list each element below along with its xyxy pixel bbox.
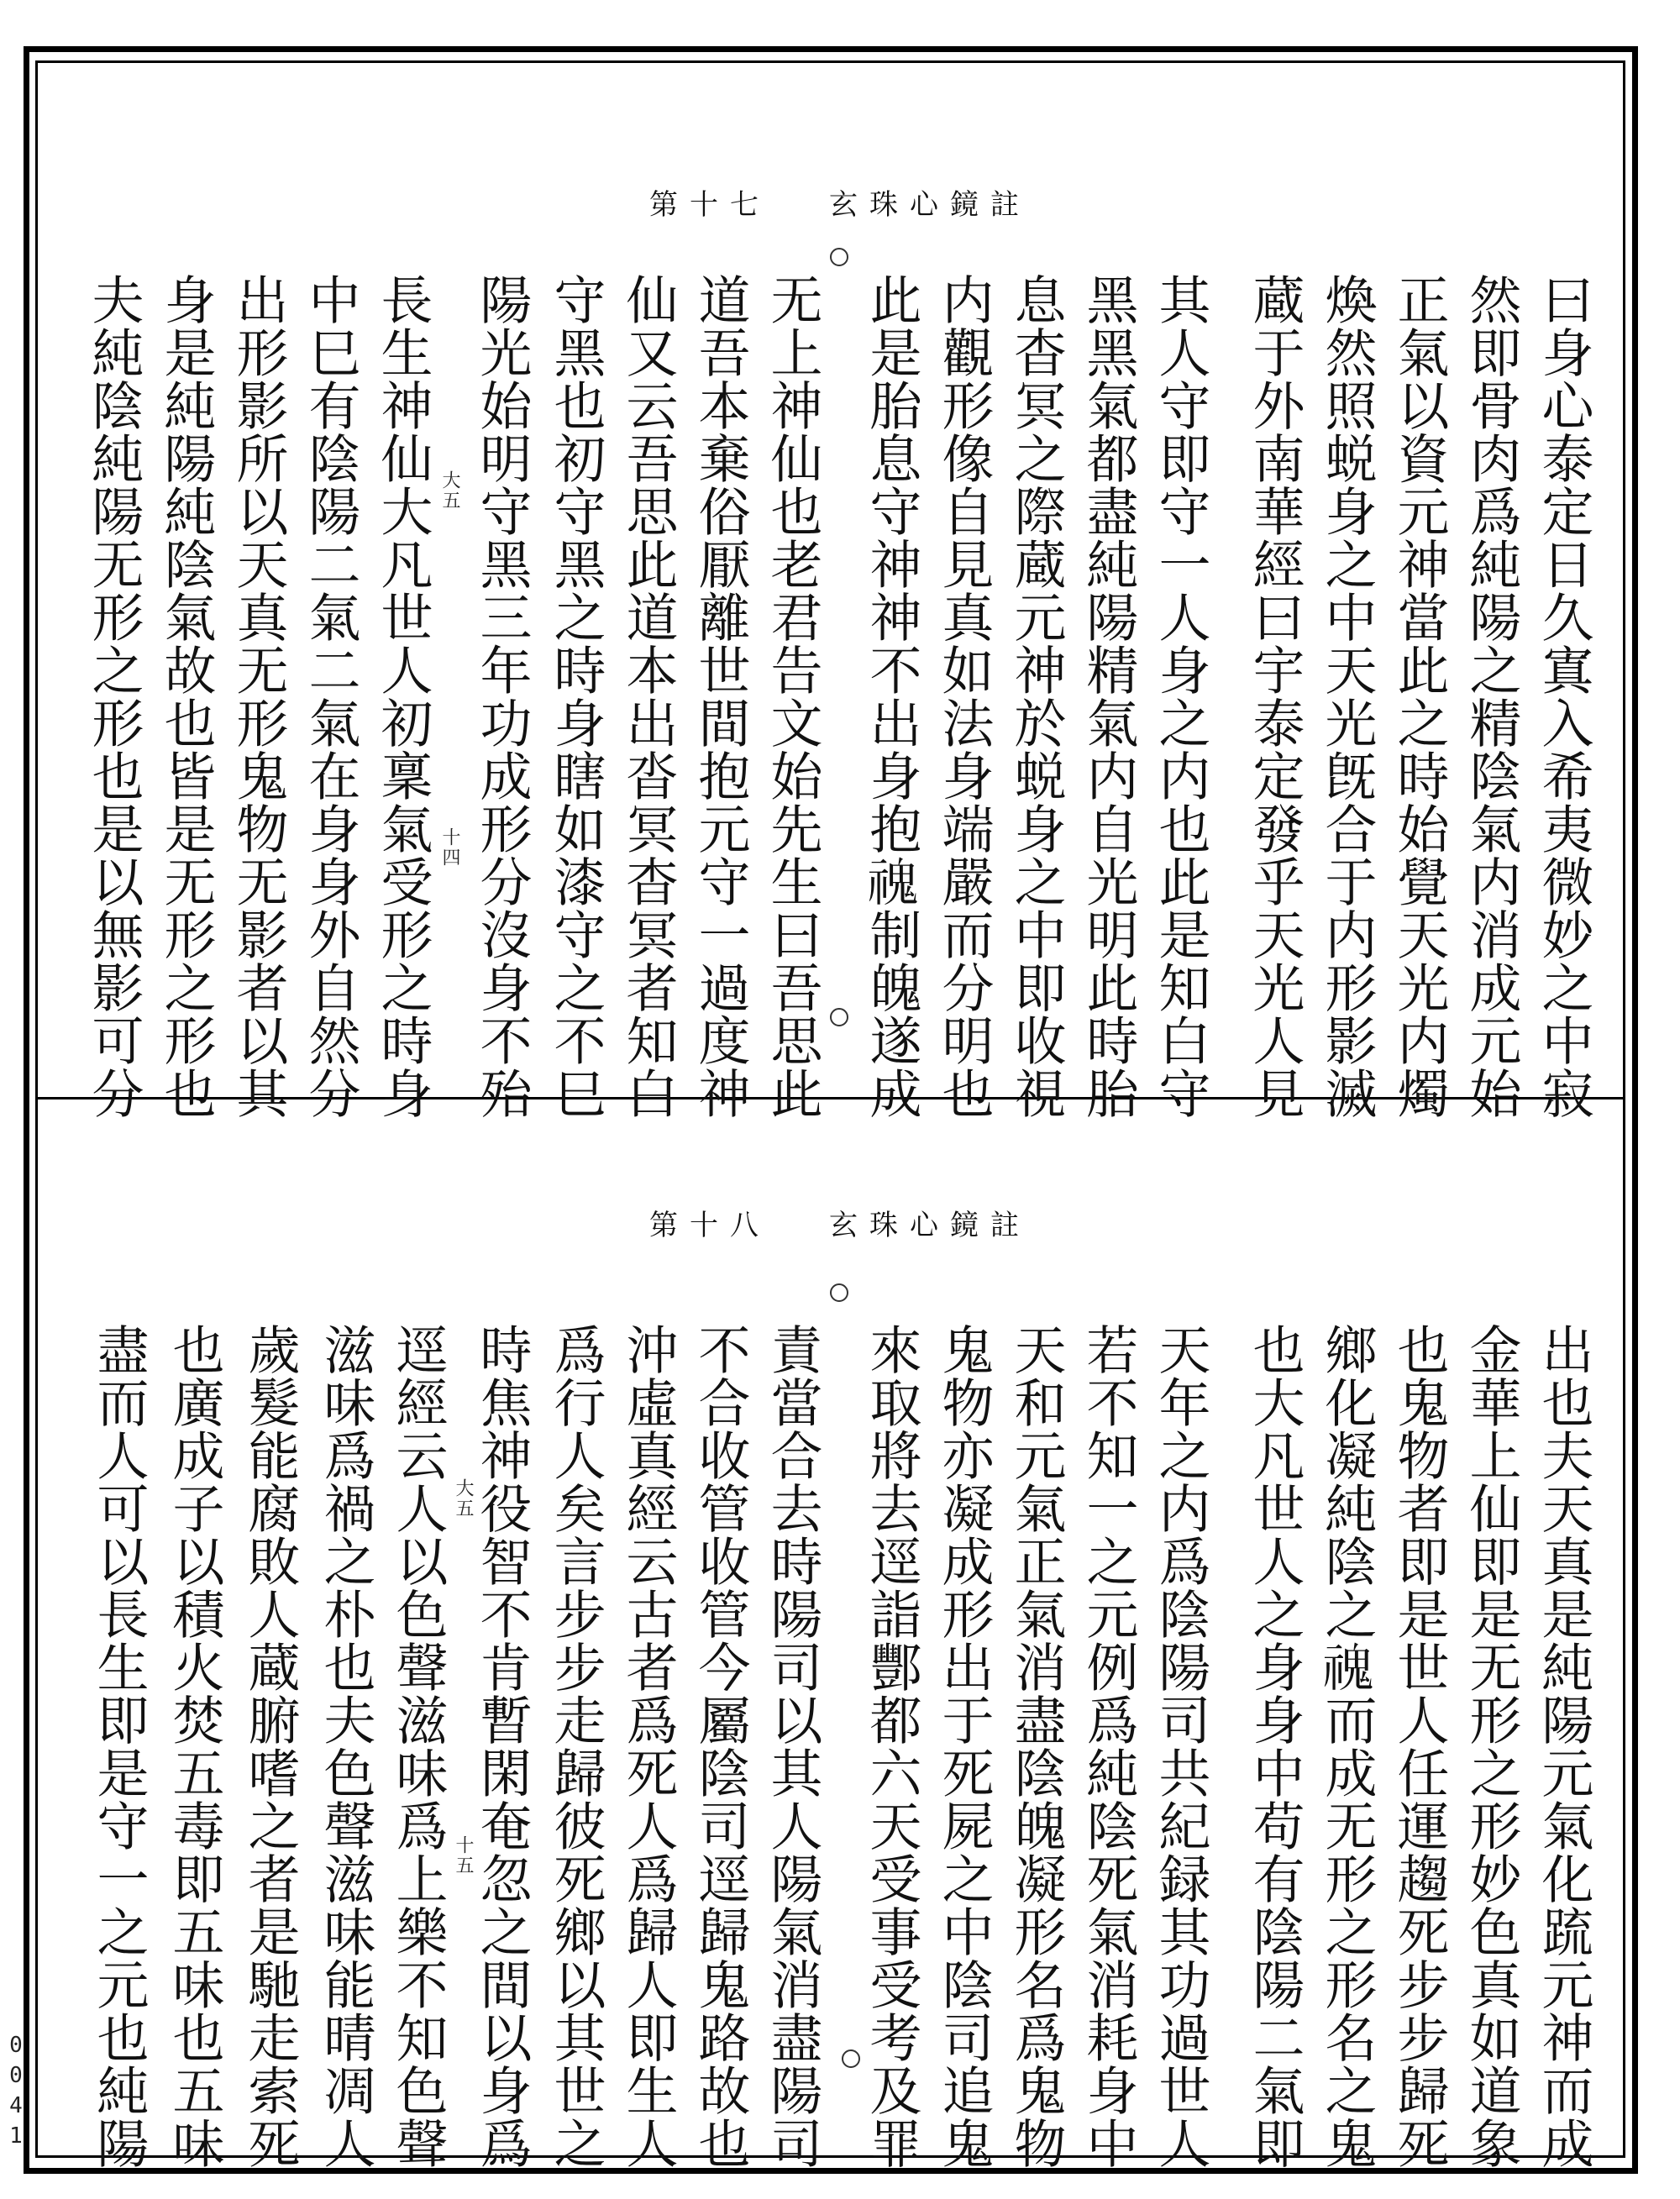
text-column: 曰身心泰定日久寘入希夷微妙之中寂 <box>1533 273 1594 1120</box>
text-column: 歲髮能腐敗人蔵腑嗜之者是馳走索死 <box>239 1323 301 2170</box>
text-column: 煥然照蜕身之中天光旣合于内形影滅 <box>1316 273 1378 1120</box>
punctuation-circle <box>830 248 848 266</box>
text-column: 其人守即守一人身之内也此是知白守 <box>1150 273 1211 1120</box>
text-column: 守黑也初守黑之時身瞎如漆守之不巳 <box>545 273 606 1120</box>
punctuation-circle <box>830 1008 848 1026</box>
bottom-header <box>546 1197 1134 1247</box>
text-column: 也鬼物者即是世人任運趨死步步歸死 <box>1389 1323 1450 2170</box>
text-column: 出也夫天真是純陽元氣化䟽元神而成 <box>1533 1323 1594 2170</box>
margin-note: 十四 <box>439 827 460 868</box>
text-column: 无上神仙也老君告文始先生曰吾思此 <box>762 273 823 1120</box>
text-column: 蔵于外南華經曰宇泰定發乎天光人見 <box>1244 273 1305 1120</box>
text-column: 也大凡世人之身身中苟有陰陽二氣即 <box>1244 1323 1305 2170</box>
text-column: 沖虛真經云古者爲死人爲歸人即生人 <box>617 1323 679 2170</box>
text-column: 盡而人可以長生即是守一之元也純陽 <box>88 1323 150 2170</box>
text-column: 鄉化凝純陰之𩲡而成无形之形名之鬼 <box>1316 1323 1378 2170</box>
text-column: 息杳冥之際蔵元神於蜕身之中即收視 <box>1005 273 1067 1120</box>
text-column: 出形影所以天真无形鬼物无影者以其 <box>228 273 289 1120</box>
margin-note: 大五 <box>453 1478 474 1519</box>
text-column: 天和元氣正氣消盡陰魄凝形名爲鬼物 <box>1005 1323 1067 2170</box>
bottom-header-number: 第十八 <box>649 1208 770 1242</box>
text-column: 若不知一之元例爲純陰死氣消耗身中 <box>1078 1323 1139 2170</box>
text-column: 金華上仙即是无形之形妙色真如道象 <box>1461 1323 1522 2170</box>
bottom-header-title: 玄珠心鏡註 <box>829 1208 1031 1242</box>
text-column: 天年之内爲陰陽司共紀録其功過世人 <box>1150 1323 1211 2170</box>
margin-note: 大五 <box>439 470 460 511</box>
top-header <box>546 176 1134 227</box>
text-column: 中巳有陰陽二氣二氣在身身外自然分 <box>300 273 361 1120</box>
text-column: 内觀形像自見真如法身端嚴而分明也 <box>933 273 995 1120</box>
punctuation-circle <box>830 1283 848 1302</box>
text-column: 長生神仙大凡世人初稟氣受形之時身 <box>372 273 433 1120</box>
text-column: 逕經云人以色聲滋味爲上樂不知色聲 <box>387 1323 449 2170</box>
text-column: 陽光始明守黑三年功成形分沒身不殆 <box>471 273 533 1120</box>
text-column: 然即骨肉爲純陽之精陰氣内消成元始 <box>1461 273 1522 1120</box>
text-column: 身是純陽純陰氣故也皆是无形之形也 <box>155 273 217 1120</box>
margin-note: 十五 <box>453 1835 474 1876</box>
text-column: 此是胎息守神神不出身抱𩲡制魄遂成 <box>861 273 922 1120</box>
text-column: 鬼物亦凝成形出于死屍之中陰司追鬼 <box>933 1323 995 2170</box>
text-column: 也廣成子以積火焚五毒即五味也五味 <box>164 1323 225 2170</box>
text-column: 爲行人矣言步步走歸彼死鄉以其世之 <box>545 1323 606 2170</box>
text-column: 正氣以資元神當此之時始覺天光内燭 <box>1389 273 1450 1120</box>
punctuation-circle <box>842 2049 860 2068</box>
text-column: 夫純陰純陽无形之形也是以無影可分 <box>83 273 144 1120</box>
top-header-number: 第十七 <box>649 187 770 222</box>
text-column: 責當合去時陽司以其人陽氣消盡陽司 <box>762 1323 823 2170</box>
page-number: 0041 <box>3 2033 29 2154</box>
text-column: 來取將去逕詣酆都六天受事受考及罪 <box>861 1323 922 2170</box>
text-column: 黑黑氣都盡純陽精氣内自光明此時胎 <box>1078 273 1139 1120</box>
top-header-title: 玄珠心鏡註 <box>829 187 1031 222</box>
text-column: 仙又云吾思此道本出沓冥杳冥者知白 <box>617 273 679 1120</box>
text-column: 滋味爲禍之朴也夫色聲滋味能晴凋人 <box>315 1323 376 2170</box>
text-column: 不合收管收管今屬陰司逕歸鬼路故也 <box>690 1323 751 2170</box>
text-column: 時焦神役智不肯暫閑奄忽之間以身爲 <box>471 1323 533 2170</box>
text-column: 道吾本棄俗厭離世間抱元守一過度神 <box>690 273 751 1120</box>
